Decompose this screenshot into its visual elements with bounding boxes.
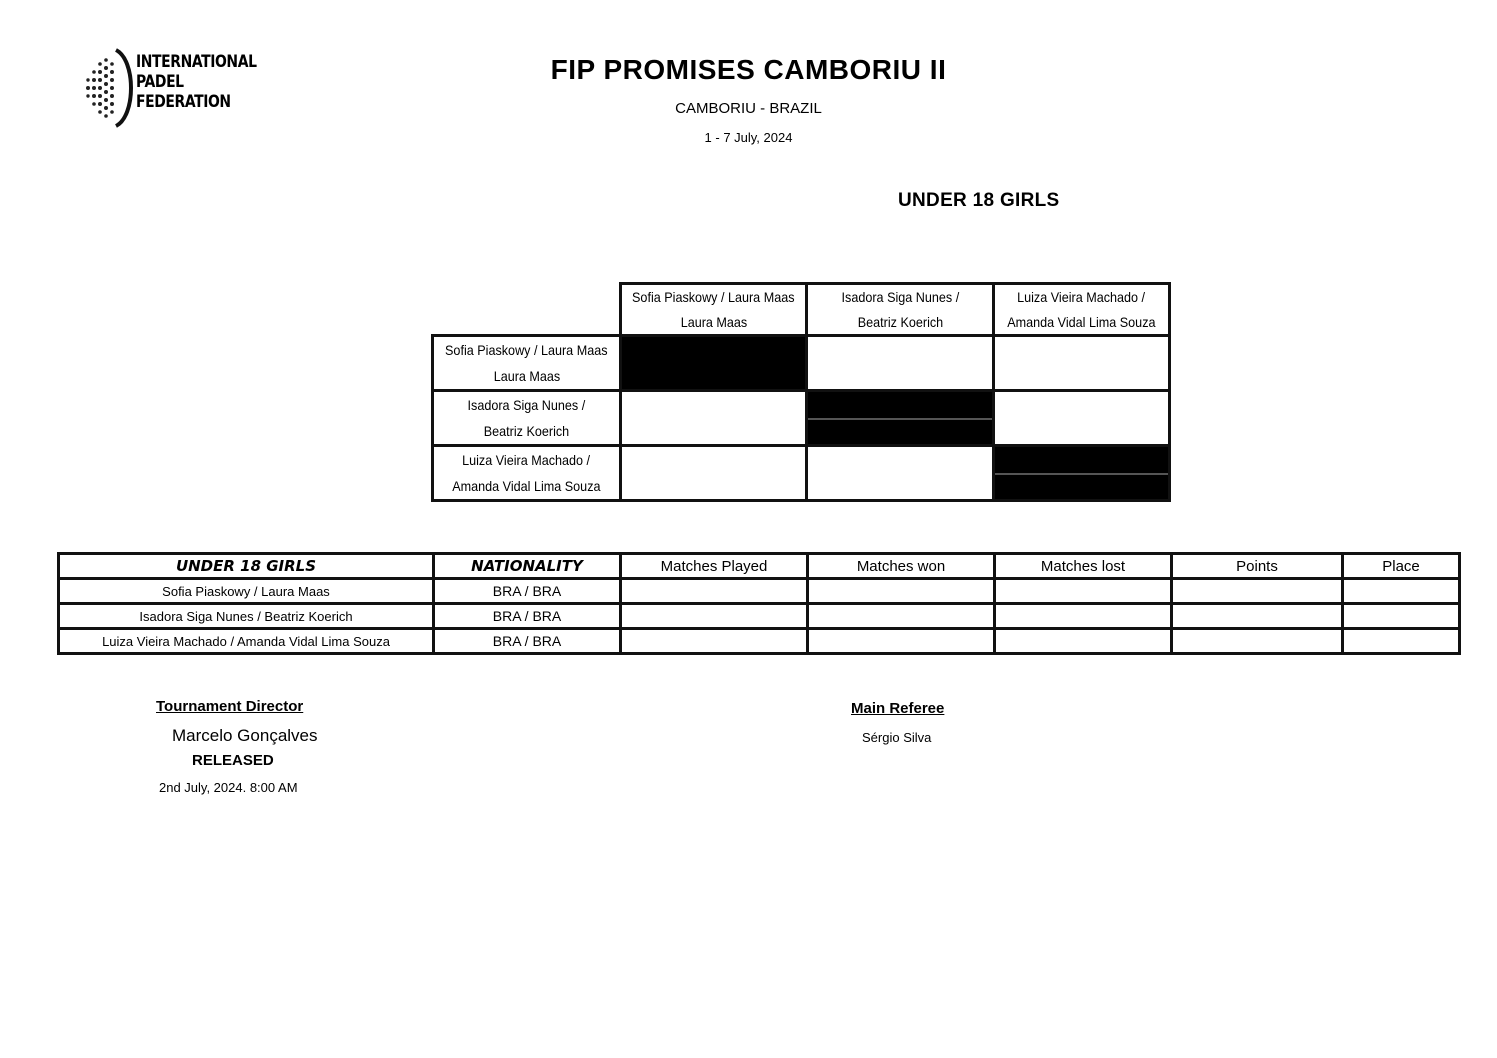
matrix-column-header — [619, 282, 808, 337]
matrix-col-1-line-2: Laura Maas — [680, 313, 747, 330]
col-header-points: Points — [1172, 554, 1343, 579]
tournament-location: CAMBORIU - BRAZIL — [675, 100, 822, 117]
logo-line-3: FEDERATION — [136, 92, 231, 112]
matrix-score-cell — [992, 389, 1171, 447]
matrix-self-cell — [805, 389, 995, 447]
tournament-dates: 1 - 7 July, 2024 — [704, 130, 793, 145]
matrix-col-3-line-1: Luiza Vieira Machado / — [1017, 289, 1146, 306]
place-cell — [1343, 604, 1460, 629]
standings-table — [57, 552, 1461, 655]
matches-played-cell — [621, 579, 808, 604]
logo-line-1: INTERNATIONAL — [136, 52, 257, 72]
team-name: Sofia Piaskowy / Laura Maas — [59, 579, 434, 604]
tournament-director-label: Tournament Director — [156, 698, 304, 715]
table-row — [59, 579, 1460, 604]
matrix-score-cell — [992, 334, 1171, 392]
points-cell — [1172, 604, 1343, 629]
matches-played-cell — [621, 629, 808, 654]
col-header-place: Place — [1343, 554, 1460, 579]
table-row — [59, 629, 1460, 654]
table-row — [59, 604, 1460, 629]
tournament-director-name: Marcelo Gonçalves — [172, 726, 318, 745]
matrix-col-1-line-1: Sofia Piaskowy / Laura Maas — [632, 289, 795, 306]
matches-lost-cell — [995, 579, 1172, 604]
matrix-col-3-line-2: Amanda Vidal Lima Souza — [1007, 313, 1156, 330]
team-name: Luiza Vieira Machado / Amanda Vidal Lima Souza — [59, 629, 434, 654]
col-header-matches-lost: Matches lost — [995, 554, 1172, 579]
team-nationality: BRA / BRA — [434, 579, 621, 604]
team-nationality: BRA / BRA — [434, 629, 621, 654]
col-header-matches-won: Matches won — [808, 554, 995, 579]
matrix-col-2-line-1: Isadora Siga Nunes / — [841, 289, 959, 306]
logo-line-2: PADEL — [136, 72, 184, 92]
place-cell — [1343, 579, 1460, 604]
matrix-row-3-line-1: Luiza Vieira Machado / — [462, 452, 591, 468]
matrix-row-2-line-2: Beatriz Koerich — [483, 423, 570, 439]
released-date: 2nd July, 2024. 8:00 AM — [159, 780, 298, 795]
matrix-col-2-line-2: Beatriz Koerich — [857, 313, 943, 330]
standings-header-row — [59, 554, 1460, 579]
matches-lost-cell — [995, 629, 1172, 654]
matrix-row-header — [431, 334, 622, 392]
points-cell — [1172, 629, 1343, 654]
main-referee-name: Sérgio Silva — [862, 730, 932, 745]
released-label: RELEASED — [192, 752, 274, 769]
category-heading: UNDER 18 GIRLS — [898, 190, 1060, 211]
tournament-title: FIP PROMISES CAMBORIU II — [550, 54, 947, 85]
matrix-row-3-line-2: Amanda Vidal Lima Souza — [452, 478, 601, 494]
col-header-category: UNDER 18 GIRLS — [59, 554, 434, 579]
matches-won-cell — [808, 604, 995, 629]
matches-won-cell — [808, 629, 995, 654]
matrix-score-cell — [619, 389, 808, 447]
matrix-column-header — [805, 282, 995, 337]
matches-played-cell — [621, 604, 808, 629]
matrix-score-cell — [619, 444, 808, 502]
matrix-row-header — [431, 444, 622, 502]
matches-lost-cell — [995, 604, 1172, 629]
matrix-row-1-line-1: Sofia Piaskowy / Laura Maas — [445, 342, 608, 358]
matrix-self-cell — [992, 444, 1171, 502]
matrix-score-cell — [805, 444, 995, 502]
points-cell — [1172, 579, 1343, 604]
matrix-score-cell — [805, 334, 995, 392]
team-name: Isadora Siga Nunes / Beatriz Koerich — [59, 604, 434, 629]
col-header-matches-played: Matches Played — [621, 554, 808, 579]
team-nationality: BRA / BRA — [434, 604, 621, 629]
place-cell — [1343, 629, 1460, 654]
matrix-row-2-line-1: Isadora Siga Nunes / — [467, 397, 586, 413]
matrix-self-cell — [619, 334, 808, 392]
matrix-row-header — [431, 389, 622, 447]
matrix-row-1-line-2: Laura Maas — [493, 368, 560, 384]
matches-won-cell — [808, 579, 995, 604]
col-header-nationality: NATIONALITY — [434, 554, 621, 579]
matrix-column-header — [992, 282, 1171, 337]
main-referee-label: Main Referee — [851, 700, 945, 717]
